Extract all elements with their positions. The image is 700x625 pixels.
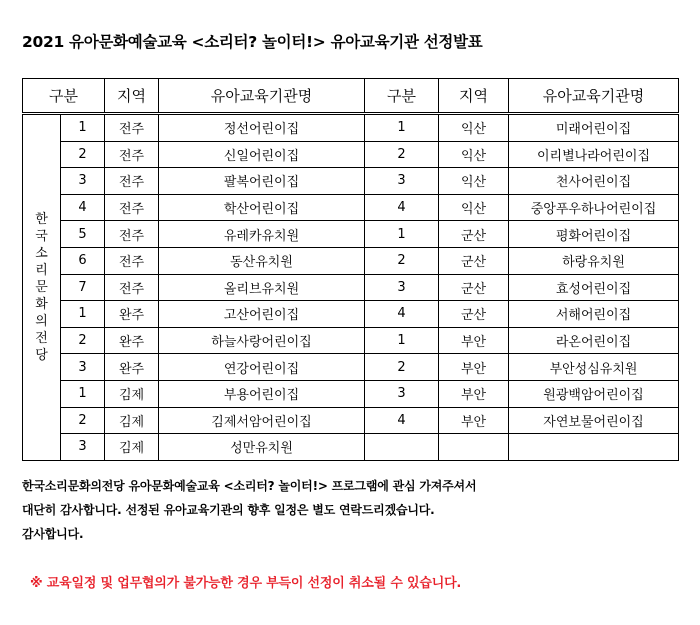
cell-left-institution: 동산유치원 [159, 247, 365, 274]
cell-left-institution: 연강어린이집 [159, 354, 365, 381]
cell-right-institution: 천사어린이집 [509, 168, 679, 195]
cell-left-institution: 정선어린이집 [159, 114, 365, 142]
cell-left-region: 전주 [105, 221, 159, 248]
cell-right-number: 4 [365, 301, 439, 328]
cell-right-institution: 서해어린이집 [509, 301, 679, 328]
cell-right-number: 4 [365, 194, 439, 221]
cell-left-number: 1 [61, 301, 105, 328]
table-body [23, 114, 679, 461]
table-row [23, 221, 679, 248]
cell-left-region: 김제 [105, 434, 159, 461]
cell-right-number [365, 434, 439, 461]
cell-right-institution: 평화어린이집 [509, 221, 679, 248]
cell-left-number: 6 [61, 247, 105, 274]
cell-left-region: 완주 [105, 301, 159, 328]
hall-label-cell: 한 국 소 리 문 화 의 전 당 [23, 114, 61, 461]
table-row [23, 407, 679, 434]
cell-left-region: 김제 [105, 380, 159, 407]
table-row [23, 168, 679, 195]
cell-left-institution: 올리브유치원 [159, 274, 365, 301]
cell-right-region: 부안 [439, 327, 509, 354]
cell-right-number: 1 [365, 114, 439, 142]
page-title: 2021 유아문화예술교육 <소리터? 놀이터!> 유아교육기관 선정발표 [22, 33, 483, 51]
cell-left-region: 전주 [105, 141, 159, 168]
cell-right-institution: 하랑유치원 [509, 247, 679, 274]
cell-left-institution: 성만유치원 [159, 434, 365, 461]
table-row [23, 114, 679, 142]
cell-right-region: 익산 [439, 114, 509, 142]
warning-text: ※ 교육일정 및 업무협의가 불가능한 경우 부득이 선정이 취소될 수 있습니다. [30, 576, 462, 591]
cell-right-institution: 부안성심유치원 [509, 354, 679, 381]
cell-right-number: 3 [365, 168, 439, 195]
cell-left-number: 2 [61, 407, 105, 434]
cell-right-region [439, 434, 509, 461]
cell-right-institution: 라온어린이집 [509, 327, 679, 354]
cell-right-number: 4 [365, 407, 439, 434]
cell-left-number: 2 [61, 141, 105, 168]
cell-right-region: 군산 [439, 301, 509, 328]
cell-right-number: 2 [365, 247, 439, 274]
cell-left-number: 4 [61, 194, 105, 221]
cell-right-region: 익산 [439, 194, 509, 221]
header-institution-right: 유아교육기관명 [509, 79, 679, 114]
cell-left-institution: 김제서암어린이집 [159, 407, 365, 434]
cell-right-institution: 자연보물어린이집 [509, 407, 679, 434]
cell-left-institution: 고산어린이집 [159, 301, 365, 328]
cell-left-region: 전주 [105, 247, 159, 274]
cell-right-institution [509, 434, 679, 461]
table-row [23, 247, 679, 274]
table-row [23, 141, 679, 168]
cell-left-region: 완주 [105, 327, 159, 354]
header-group-left: 구분 [23, 79, 105, 114]
cell-right-number: 3 [365, 380, 439, 407]
table-row [23, 354, 679, 381]
cell-right-institution: 효성어린이집 [509, 274, 679, 301]
cell-left-number: 1 [61, 380, 105, 407]
cell-right-region: 부안 [439, 407, 509, 434]
cell-right-institution: 원광백암어린이집 [509, 380, 679, 407]
notice-line: 감사합니다. [22, 527, 84, 541]
cell-left-institution: 하늘사랑어린이집 [159, 327, 365, 354]
cell-right-region: 군산 [439, 247, 509, 274]
cell-right-number: 2 [365, 141, 439, 168]
cell-right-institution: 미래어린이집 [509, 114, 679, 142]
header-region-right: 지역 [439, 79, 509, 114]
cell-left-number: 3 [61, 354, 105, 381]
cell-right-number: 1 [365, 221, 439, 248]
cell-left-number: 5 [61, 221, 105, 248]
cell-right-institution: 이리별나라어린이집 [509, 141, 679, 168]
cell-right-region: 군산 [439, 274, 509, 301]
notice-text [22, 474, 476, 546]
cell-left-region: 전주 [105, 194, 159, 221]
table-row [23, 380, 679, 407]
table-row [23, 434, 679, 461]
cell-left-region: 김제 [105, 407, 159, 434]
cell-left-region: 전주 [105, 274, 159, 301]
header-group-right: 구분 [365, 79, 439, 114]
cell-left-institution: 부용어린이집 [159, 380, 365, 407]
selection-table [22, 78, 679, 461]
cell-left-region: 전주 [105, 114, 159, 142]
cell-left-institution: 학산어린이집 [159, 194, 365, 221]
cell-right-region: 익산 [439, 168, 509, 195]
table-row [23, 194, 679, 221]
cell-right-institution: 중앙푸우하나어린이집 [509, 194, 679, 221]
cell-right-number: 1 [365, 327, 439, 354]
cell-left-number: 1 [61, 114, 105, 142]
table-row [23, 274, 679, 301]
cell-right-number: 3 [365, 274, 439, 301]
cell-right-region: 부안 [439, 380, 509, 407]
cell-left-region: 완주 [105, 354, 159, 381]
cell-right-number: 2 [365, 354, 439, 381]
header-region-left: 지역 [105, 79, 159, 114]
notice-line: 한국소리문화의전당 유아문화예술교육 <소리터? 놀이터!> 프로그램에 관심 가져주셔서 [22, 479, 477, 493]
cell-left-region: 전주 [105, 168, 159, 195]
cell-right-region: 익산 [439, 141, 509, 168]
cell-left-number: 2 [61, 327, 105, 354]
cell-right-region: 부안 [439, 354, 509, 381]
table-row [23, 327, 679, 354]
cell-left-number: 7 [61, 274, 105, 301]
cell-left-institution: 유레카유치원 [159, 221, 365, 248]
notice-line: 대단히 감사합니다. 선정된 유아교육기관의 향후 일정은 별도 연락드리겠습니다. [22, 503, 435, 517]
cell-left-number: 3 [61, 434, 105, 461]
cell-right-region: 군산 [439, 221, 509, 248]
cell-left-number: 3 [61, 168, 105, 195]
cell-left-institution: 팔복어린이집 [159, 168, 365, 195]
table-header-row [23, 79, 679, 114]
cell-left-institution: 신일어린이집 [159, 141, 365, 168]
table-row [23, 301, 679, 328]
header-institution-left: 유아교육기관명 [159, 79, 365, 114]
